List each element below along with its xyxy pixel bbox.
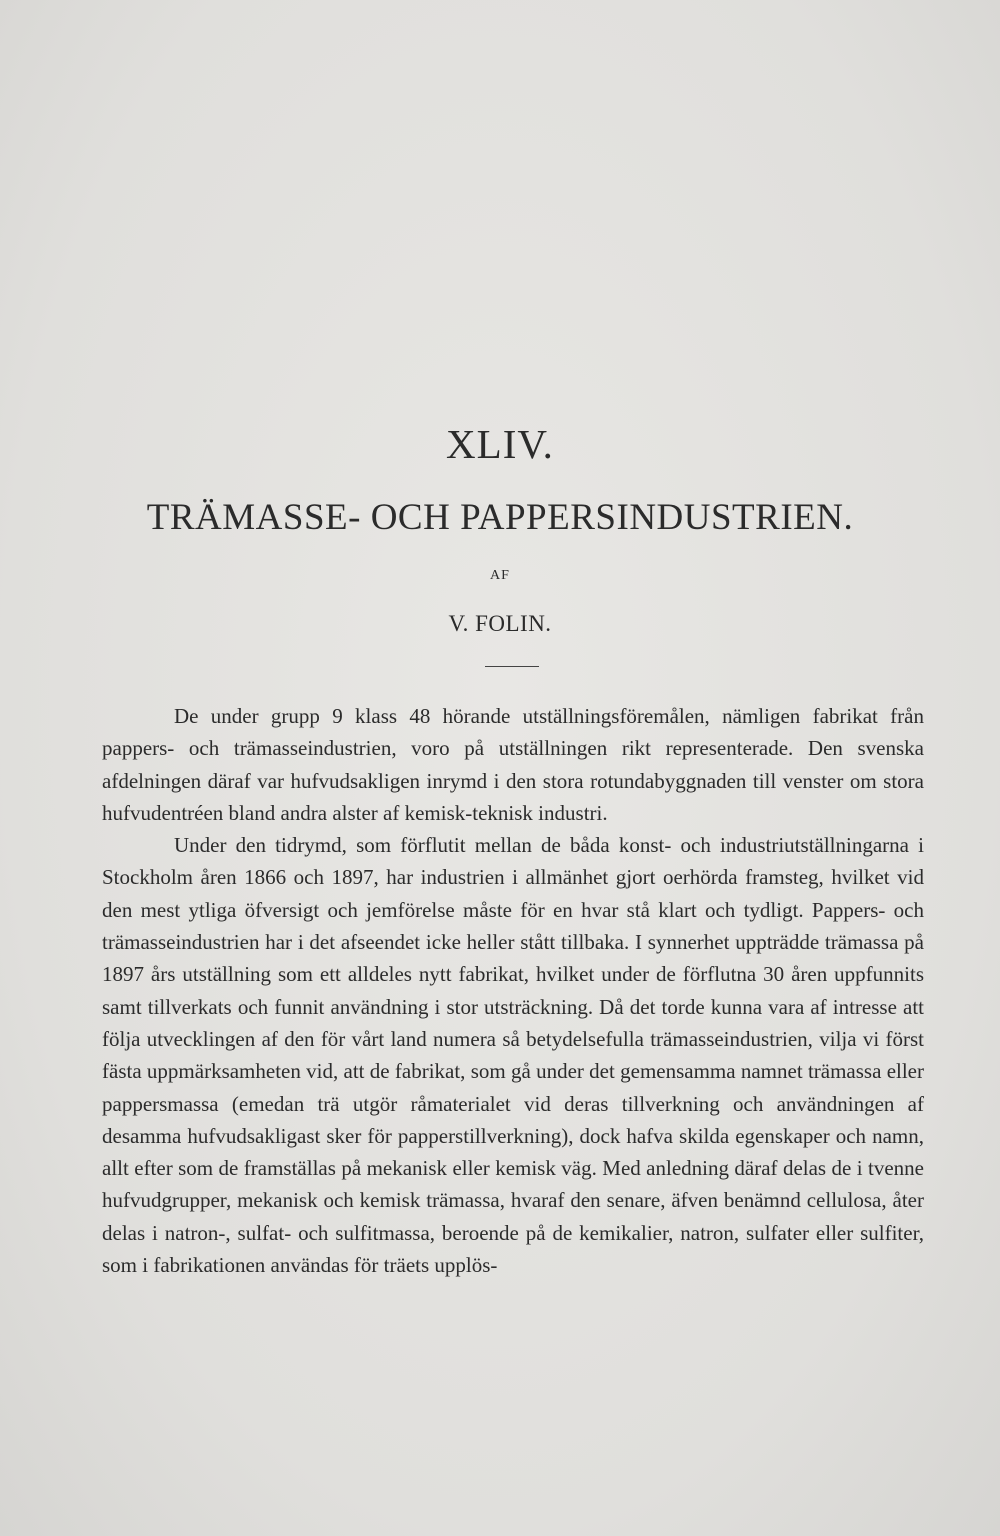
section-divider [485, 666, 539, 667]
body-text [102, 700, 924, 1281]
chapter-title: TRÄMASSE- OCH PAPPERSINDUSTRIEN. [146, 497, 854, 538]
paragraph-1: De under grupp 9 klass 48 hörande utställningsföremålen, nämligen fabrikat från pappers- och trämasseindustrien, voro på utställningen rikt representerade. Den svenska afdelningen däraf var hufvudsakligen inrymd i den stora rotundabyggnaden till venster om stora hufvudentréen bland andra alster af kemisk-teknisk industri. [102, 704, 924, 825]
author-name: V. FOLIN. [448, 611, 552, 636]
chapter-number: XLIV. [446, 421, 554, 467]
paragraph-2: Under den tidrymd, som förflutit mellan de båda konst- och industriutställningarna i Stockholm åren 1866 och 1897, har industrien i allmänhet gjort oerhörda framsteg, hvilket vid den mest ytliga öfversigt och jemförelse måste för en hvar stå klart och tydligt. Pappers- och trämasseindustrien har i det afseendet icke heller stått tillbaka. I synnerhet uppträdde trämassa på 1897 års utställning som ett alldeles nytt fabrikat, hvilket under de förflutna 30 åren uppfunnits samt tillverkats och funnit användning i stor utsträckning. Då det torde kunna vara af intresse att följa utvecklingen af den för vårt land numera så betydelsefulla trämasseindustrien, vilja vi först fästa uppmärksamheten vid, att de fabrikat, som gå under det gemensamma namnet trämassa eller pappersmassa (emedan trä utgör råmaterialet vid deras tillverkning och användningen af desamma hufvudsakligast sker för papperstillverkning), dock hafva skilda egenskaper och namn, allt efter som de framställas på mekanisk eller kemisk väg. Med anledning däraf delas de i tvenne hufvudgrupper, mekanisk och kemisk trämassa, hvaraf den senare, äfven benämnd cellulosa, åter delas i natron-, sulfat- och sulfitmassa, beroende på de kemikalier, natron, sulfater eller sulfiter, som i fabrikationen användas för träets upplös- [102, 833, 924, 1278]
byline-prefix: AF [490, 568, 510, 583]
